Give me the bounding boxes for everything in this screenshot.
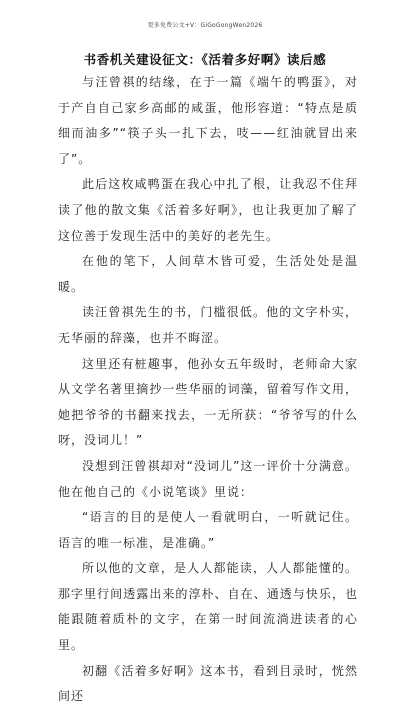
- quote-paragraph: “语言的目的是使人一看就明白，一听就记住。语言的唯一标准，是准确。”: [58, 510, 358, 550]
- header-note: 更多免费公文+V：GiGoGongWen2026: [147, 22, 263, 29]
- paragraph: 在他的笔下，人间草木皆可爱，生活处处是温暖。: [58, 254, 358, 294]
- paragraph: 与汪曾祺的结缘，在于一篇《端午的鸭蛋》，对于产自自己家乡高邮的咸蛋，他形容道：“特点是质细而油多”“筷子头一扎下去，吱——红油就冒出来了”。: [58, 75, 358, 166]
- paragraph: 初翻《活着多好啊》这本书，看到目录时，恍然间还: [58, 663, 358, 704]
- paragraph: 此后这枚咸鸭蛋在我心中扎了根，让我忍不住拜读了他的散文集《活着多好啊》，也让我更加了解了这位善于发现生活中的美好的老先生。: [58, 177, 358, 243]
- paragraph: 所以他的文章，是人人都能读，人人都能懂的。那字里行间透露出来的淳朴、自在、通透与快乐，也能跟随着质朴的文字，在第一时间流淌进读者的心里。: [58, 561, 358, 653]
- paragraph: 没想到汪曾祺却对“没词儿”这一评价十分满意。他在他自己的《小说笔谈》里说：: [58, 458, 358, 499]
- document-body: [58, 70, 358, 710]
- document-title: 书香机关建设征文：《活着多好啊》读后感: [83, 52, 327, 67]
- paragraph: 这里还有桩趣事，他孙女五年级时，老师命大家从文学名著里摘抄一些华丽的词藻，留着写作文用，她把爷爷的书翻来找去，一无所获：“爷爷写的什么呀，没词儿！”: [58, 356, 358, 448]
- paragraph: 读汪曾祺先生的书，门槛很低。他的文字朴实，无华丽的辞藻，也并不晦涩。: [58, 305, 358, 345]
